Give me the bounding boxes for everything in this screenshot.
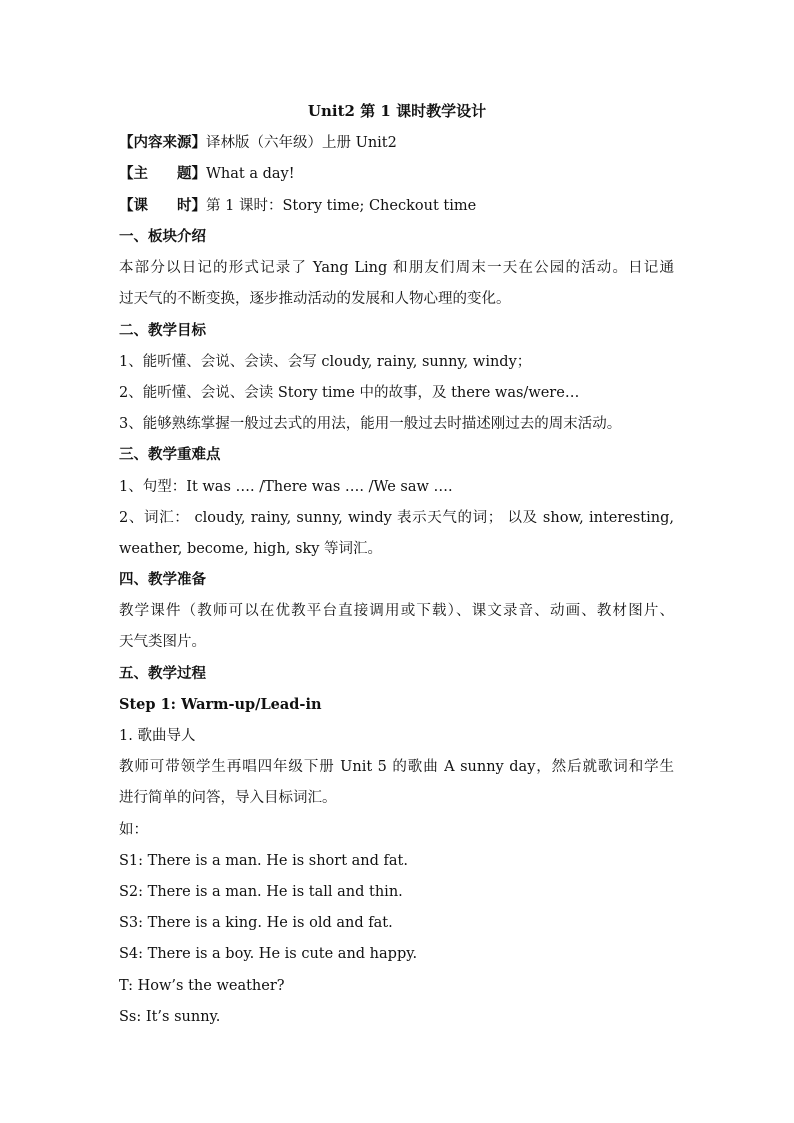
meta-value: 译林版（六年级）上册 Unit2 [206,135,397,151]
example-label: 如： [119,822,148,838]
paragraph-line: 进行简单的问答，导入目标词汇。 [119,790,337,806]
paragraph-line: 教学课件（教师可以在优教平台直接调用或下载）、课文录音、动画、教材图片、 [119,603,674,619]
list-item: weather, become, high, sky 等词汇。 [119,541,383,557]
meta-label: 【课 时】 [119,197,206,214]
step-heading: Step 1: Warm-up/Lead-in [119,696,322,713]
paragraph-line: 天气类图片。 [119,634,206,650]
dialog-line: T: How’s the weather? [119,978,285,994]
section-heading: 三、教学重难点 [119,446,221,463]
meta-value: 第 1 课时：Story time; Checkout time [206,198,477,214]
dialog-line: S2: There is a man. He is tall and thin. [119,884,403,900]
section-heading: 一、板块介绍 [119,228,206,245]
list-item: 2、词汇： cloudy, rainy, sunny, windy 表示天气的词； 以及 show, interesting, [119,510,674,526]
meta-source [119,133,674,153]
document-title: Unit2 第 1 课时教学设计 [307,102,487,120]
meta-theme [119,164,674,184]
paragraph-line: 本部分以日记的形式记录了 Yang Ling 和朋友们周末一天在公园的活动。日记通 [119,260,674,276]
paragraph-line: 过天气的不断变换，逐步推动活动的发展和人物心理的变化。 [119,291,511,307]
list-item: 1、句型：It was …. /There was …. /We saw …. [119,479,453,495]
dialog-line: S3: There is a king. He is old and fat. [119,915,393,931]
meta-value: What a day! [206,166,295,182]
dialog-line: S4: There is a boy. He is cute and happy. [119,946,418,962]
sub-heading: 1. 歌曲导人 [119,728,196,744]
dialog-line: Ss: It’s sunny. [119,1009,221,1025]
list-item: 2、能听懂、会说、会读 Story time 中的故事，及 there was/were… [119,385,580,401]
meta-label: 【主 题】 [119,165,206,182]
paragraph-line: 教师可带领学生再唱四年级下册 Unit 5 的歌曲 A sunny day，然后就歌词和学生 [119,759,674,775]
meta-lesson [119,196,674,216]
list-item: 1、能听懂、会说、会读、会写 cloudy, rainy, sunny, windy； [119,354,532,370]
list-item: 3、能够熟练掌握一般过去式的用法，能用一般过去时描述刚过去的周末活动。 [119,416,622,432]
section-heading: 五、教学过程 [119,665,206,682]
section-heading: 二、教学目标 [119,322,206,339]
meta-label: 【内容来源】 [119,134,206,151]
dialog-line: S1: There is a man. He is short and fat. [119,853,408,869]
section-heading: 四、教学准备 [119,571,206,588]
